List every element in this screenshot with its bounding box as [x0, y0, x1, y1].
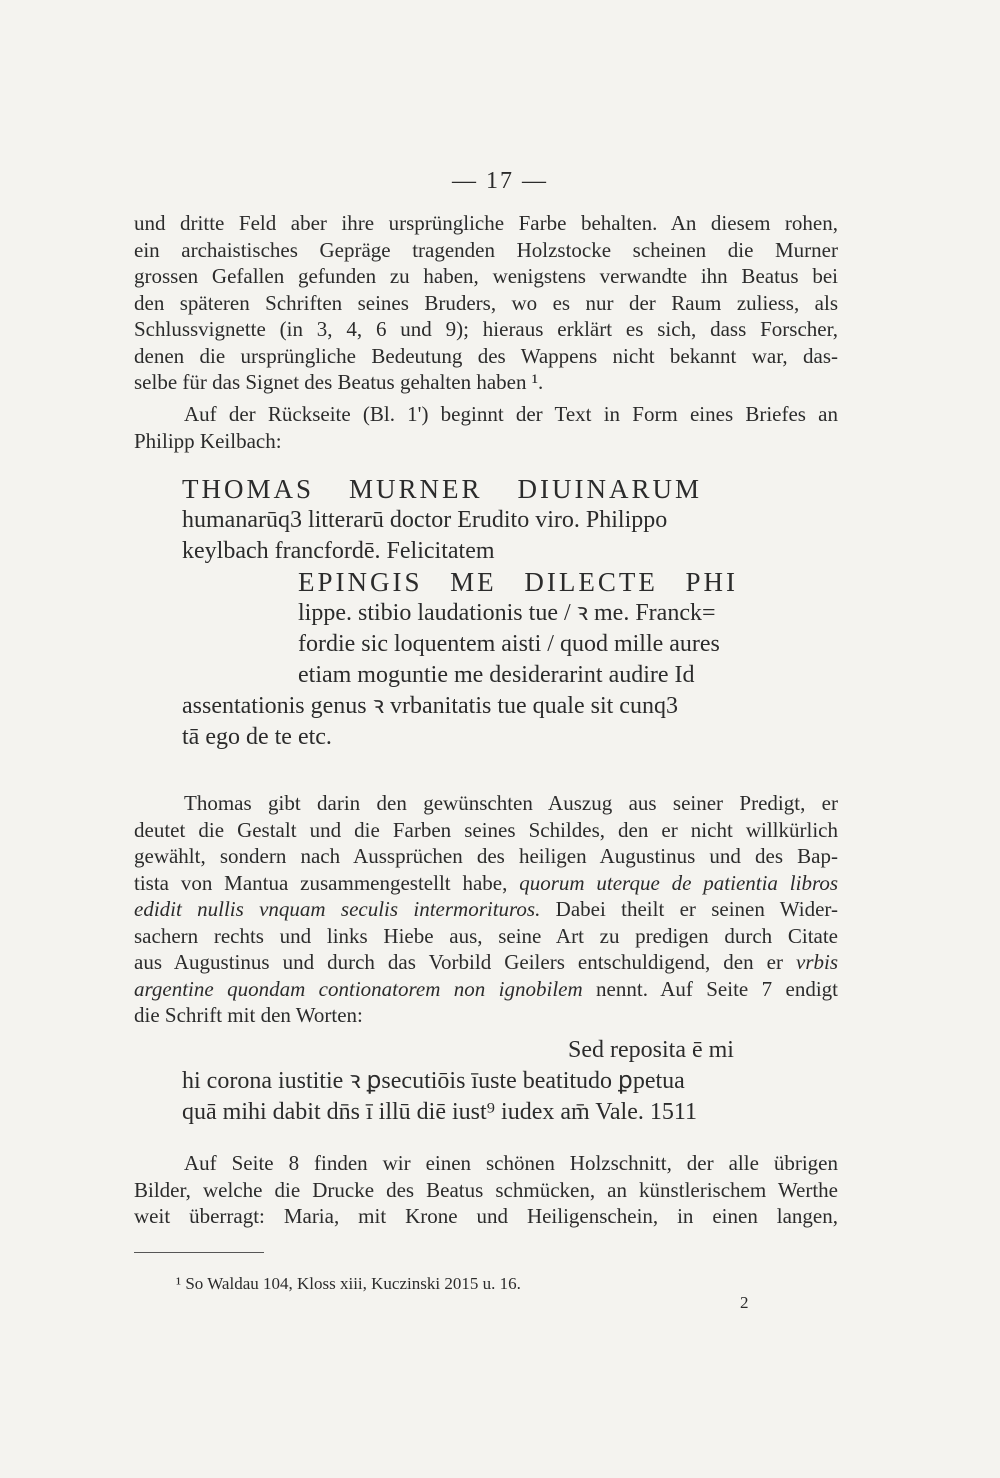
quote-line: lippe. stibio laudationis tue / ꝛ me. Franck=: [298, 600, 716, 626]
text-line-mixed: [134, 896, 838, 923]
text-line: Auf der Rückseite (Bl. 1') beginnt der Text in Form eines Briefes an: [184, 402, 838, 426]
italic-fragment: quorum uterque de patientia libros: [519, 870, 839, 895]
text-line: gewählt, sondern nach Aussprüchen des heiligen Augustinus und des Bap-: [134, 844, 838, 868]
quote-line: assentationis genus ꝛ vrbanitatis tue quale sit cunq3: [182, 693, 678, 719]
text-line: grossen Gefallen gefunden zu haben, wenigstens verwandte ihn Beatus bei: [134, 264, 838, 288]
quote-line: keylbach francfordē. Felicitatem: [182, 538, 495, 564]
quote-line: EPINGIS ME DILECTE PHI: [298, 567, 738, 597]
text-line: den späteren Schriften seines Bruders, wo es nur der Raum zuliess, als: [134, 290, 838, 315]
text-line-mixed: [134, 870, 838, 897]
text-line-mixed: [134, 976, 838, 1003]
paragraph-3: [134, 790, 838, 1029]
text-line: selbe für das Signet des Beatus gehalten haben ¹.: [134, 370, 544, 394]
text-line: Auf Seite 8 finden wir einen schönen Holzschnitt, der alle übrigen: [184, 1151, 838, 1175]
text-line: denen die ursprüngliche Bedeutung des Wappens nicht bekannt war, das-: [134, 343, 838, 368]
page-number-header: — 17 —: [452, 168, 548, 194]
latin-quote-1: [182, 474, 822, 753]
latin-quote-2: [182, 1035, 822, 1128]
quote-line: hi corona iustitie ꝛ ꝑsecutiōis īuste beatitudo ꝑpetua: [182, 1068, 685, 1094]
text-fragment: Dabei theilt er seinen Wider-: [555, 897, 838, 921]
text-fragment: aus Augustinus und durch das Vorbild Geilers entschuldigend, den er: [134, 950, 783, 974]
text-line: die Schrift mit den Worten:: [134, 1003, 363, 1027]
italic-fragment: argentine quondam contionatorem non ignobilem: [134, 976, 583, 1001]
text-line: Philipp Keilbach:: [134, 428, 282, 453]
paragraph-1: [134, 210, 838, 396]
text-line: Bilder, welche die Drucke des Beatus schmücken, an künstlerischem Werthe: [134, 1177, 838, 1202]
text-fragment: tista von Mantua zusammengestellt habe,: [134, 870, 508, 895]
text-line: und dritte Feld aber ihre ursprüngliche Farbe behalten. An diesem rohen,: [134, 211, 838, 235]
paragraph-4: [134, 1150, 838, 1230]
signature-mark: 2: [740, 1293, 749, 1312]
quote-line: Sed reposita ē mi: [568, 1037, 734, 1063]
quote-line: humanarūq3 litterarū doctor Erudito viro. Philippo: [182, 507, 668, 533]
text-line: Thomas gibt darin den gewünschten Auszug aus seiner Predigt, er: [184, 791, 838, 815]
text-line: ein archaistisches Gepräge tragenden Holzstocke scheinen die Murner: [134, 237, 838, 262]
text-line: weit überragt: Maria, mit Krone und Heiligenschein, in einen langen,: [134, 1204, 838, 1228]
text-line: deutet die Gestalt und die Farben seines Schildes, den er nicht willkürlich: [134, 817, 838, 842]
text-fragment: nennt. Auf Seite 7 endigt: [596, 976, 839, 1001]
text-line-mixed: [134, 949, 838, 976]
footnote: ¹ So Waldau 104, Kloss xiii, Kuczinski 2015 u. 16.: [176, 1274, 521, 1293]
text-line: sachern rechts und links Hiebe aus, seine Art zu predigen durch Citate: [134, 923, 838, 948]
text-line: Schlussvignette (in 3, 4, 6 und 9); hieraus erklärt es sich, dass Forscher,: [134, 317, 838, 341]
quote-line: etiam moguntie me desiderarint audire Id: [298, 662, 695, 688]
quote-line: quā mihi dabit dn̄s ī illū diē iust⁹ iudex am̄ Vale. 1511: [182, 1099, 697, 1125]
paragraph-2: [134, 401, 838, 454]
italic-fragment: vrbis: [796, 950, 838, 974]
quote-line: THOMAS MURNER DIUINARUM: [182, 474, 702, 504]
quote-line: fordie sic loquentem aisti / quod mille aures: [298, 631, 720, 657]
footnote-divider: [134, 1252, 264, 1253]
italic-fragment: edidit nullis vnquam seculis intermorituros.: [134, 897, 541, 921]
quote-line: tā ego de te etc.: [182, 724, 332, 750]
